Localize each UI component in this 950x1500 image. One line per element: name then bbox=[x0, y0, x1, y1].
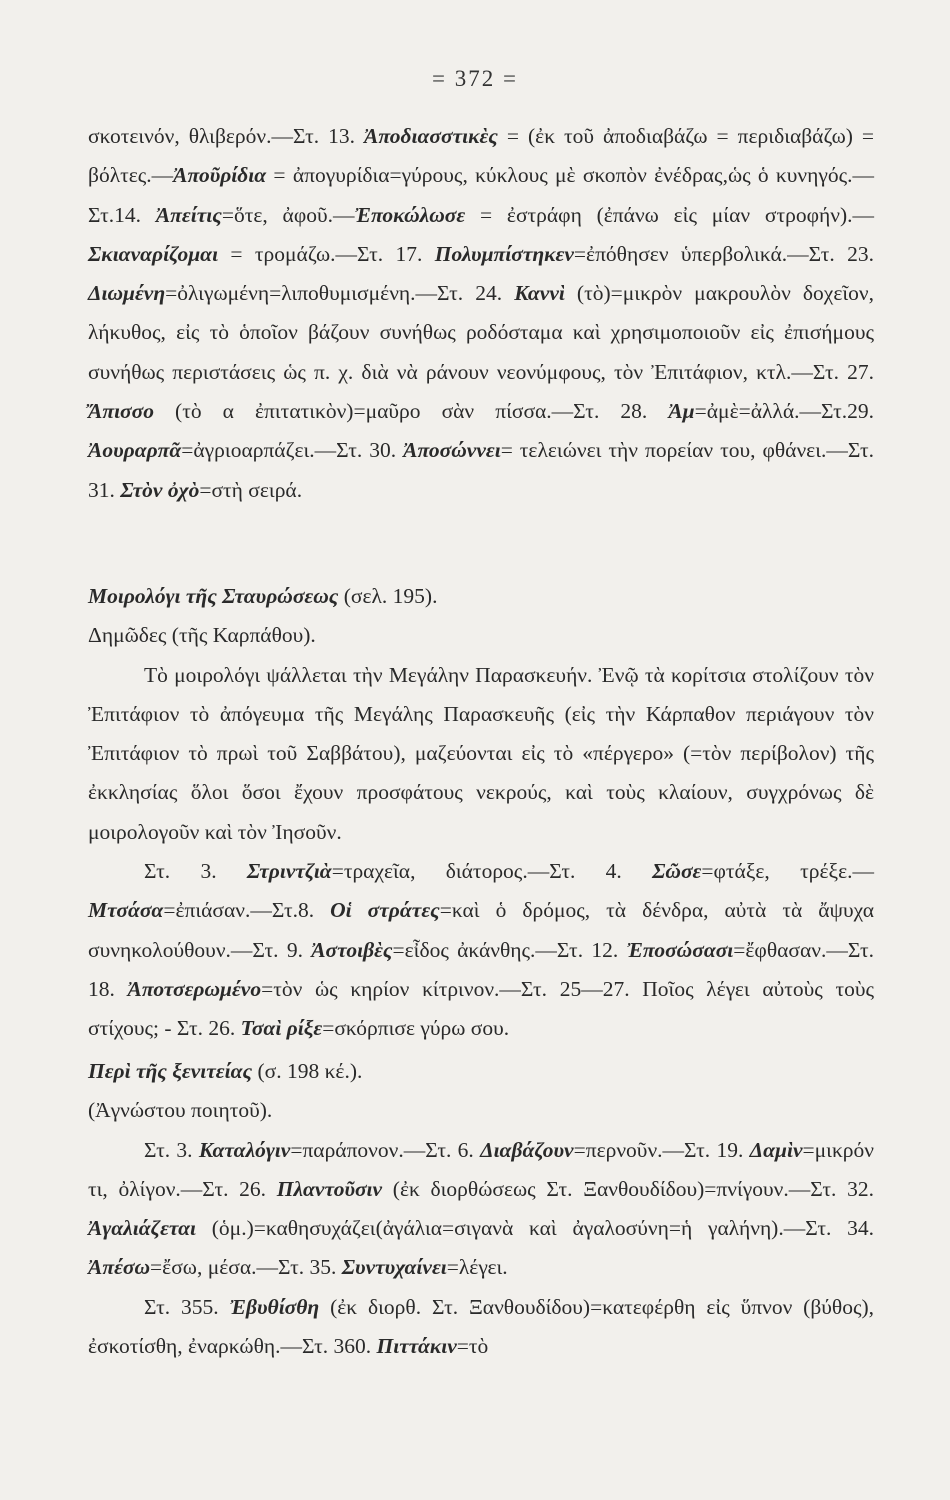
notes-paragraph bbox=[88, 852, 874, 1048]
lemma: Πολυμπίστηκεν bbox=[434, 241, 574, 266]
text-run: =λέγει. bbox=[446, 1255, 508, 1280]
text-run: =ἔφθασαν.—Στ. 18. bbox=[88, 937, 874, 1001]
text-run: Στ. 355. bbox=[144, 1294, 230, 1319]
text-run: =εἶδος ἀκάνθης.—Στ. 12. bbox=[392, 937, 627, 962]
lemma: Καννὶ bbox=[514, 281, 565, 306]
text-run: =στὴ σειρά. bbox=[199, 477, 303, 502]
text-run: = ἀπογυρίδια=γύρους, κύκλους μὲ σκοπὸν ἐνέδρας,ὡς ὁ κυνηγός.—Στ.14. bbox=[88, 163, 874, 227]
text-run: =φτάξε, τρέξε.— bbox=[701, 859, 874, 884]
lemma: Διαβάζουν bbox=[480, 1137, 574, 1162]
lemma: Ἀγαλιάζεται bbox=[88, 1216, 196, 1241]
lemma: Οἱ στράτες bbox=[330, 898, 440, 923]
text-run: =τὸ bbox=[456, 1334, 489, 1359]
text-run: =περνοῦν.—Στ. 19. bbox=[573, 1137, 750, 1162]
text-run: (τὸ α ἐπιτατικὸν)=μαῦρο σὰν πίσσα.—Στ. 28. bbox=[153, 399, 669, 424]
lemma: Ἐβυθίσθη bbox=[229, 1294, 320, 1319]
text-run: σκοτεινόν, θλιβερόν.—Στ. 13. bbox=[88, 124, 364, 148]
lemma: Ἄπισσο bbox=[88, 399, 154, 424]
text-run: = τρομάζω.—Στ. 17. bbox=[218, 241, 435, 266]
lemma: Ἀμ bbox=[668, 399, 695, 424]
lemma: Καταλόγιν bbox=[198, 1137, 291, 1162]
lemma: Τσαὶ ρίξε bbox=[240, 1016, 323, 1041]
text-run: (τὸ)=μικρὸν μακρουλὸν δοχεῖον, λήκυθος, εἰς τὸ ὁποῖον βάζουν συνήθως ροδόσταμα καὶ χρησιμοποιοῦν εἰς ἐπισήμους συνήθως περιστάσεις ὡς π. χ. διὰ νὰ ράνουν νεονύμφους, τὸν Ἐπιτάφιον, κτλ.—Στ. 27. bbox=[88, 281, 874, 384]
section-moirologi bbox=[88, 577, 874, 1049]
text-run: = ἐστράφη (ἐπάνω εἰς μίαν στροφήν).— bbox=[465, 202, 875, 227]
text-run: =ἀγριοαρπάζει.—Στ. 30. bbox=[181, 438, 404, 463]
lemma: Συντυχαίνει bbox=[341, 1255, 447, 1280]
lemma: Ἀπέσω bbox=[88, 1255, 151, 1280]
text-run: =ἐπόθησεν ὑπερβολικά.—Στ. 23. bbox=[573, 241, 874, 266]
lemma: Ἀποσώννει bbox=[403, 438, 501, 463]
text-run: =ὅτε, ἀφοῦ.— bbox=[221, 202, 355, 227]
lemma: Ἀστοιβὲς bbox=[311, 937, 393, 962]
lemma: Πιττάκιν bbox=[376, 1334, 457, 1359]
text-run: =καὶ ὁ δρόμος, τὰ δένδρα, αὐτὰ τὰ ἄψυχα συνηκολούθουν.—Στ. 9. bbox=[88, 898, 874, 962]
text-run: = (ἐκ τοῦ ἀποδιαβάζω = περιδιαβάζω) = βόλτες.— bbox=[88, 124, 874, 188]
lemma: Διωμένη bbox=[88, 281, 166, 306]
text-run: (ἐκ διορθ. Στ. Ξανθουδίδου)=κατεφέρθη εἰς ὕπνον (βύθος), ἐσκοτίσθη, ἐναρκώθη.—Στ. 360. bbox=[88, 1294, 875, 1359]
text-run: =σκόρπισε γύρω σου. bbox=[322, 1016, 510, 1041]
lemma: Δαμὶν bbox=[749, 1137, 803, 1162]
section-subtitle: Δημῶδες (τῆς Καρπάθου). bbox=[88, 623, 316, 648]
lemma: Ἐποκώλωσε bbox=[354, 202, 466, 227]
notes-paragraph bbox=[88, 1131, 874, 1288]
text-run: =ὀλιγωμένη=λιποθυμισμένη.—Στ. 24. bbox=[165, 281, 515, 306]
text-run: (ἐκ διορθώσεως Στ. Ξανθουδίδου)=πνίγουν.—Στ. 32. bbox=[382, 1176, 875, 1201]
lemma: Ἀποῦρίδια bbox=[173, 163, 267, 188]
section-title-text: Περὶ τῆς ξενιτείας bbox=[88, 1059, 253, 1083]
notes-continuation bbox=[88, 117, 874, 510]
lemma: Σῶσε bbox=[652, 859, 702, 884]
section-title bbox=[88, 1052, 874, 1091]
intro-paragraph: Τὸ μοιρολόγι ψάλλεται τὴν Μεγάλην Παρασκευήν. Ἐνῷ τὰ κορίτσια στολίζουν τὸν Ἐπιτάφιον τὸ ἀπόγευμα τῆς Μεγάλης Παρασκευῆς (εἰς τὴν Κάρπαθον περιάγουν τὸν Ἐπιτάφιον τὸ πρωὶ τοῦ Σαββάτου), μαζεύονται εἰς τὸ «πέργερο» (=τὸν περίβολον) τῆς ἐκκλησίας ὅλοι ὅσοι ἔχουν προσφάτους νεκρούς, καὶ τοὺς κλαίουν, συγχρόνως δὲ μοιρολογοῦν καὶ τὸν Ἰησοῦν. bbox=[88, 662, 874, 844]
lemma: Πλαντοῦσιν bbox=[276, 1176, 383, 1201]
lemma: Στριντζιὰ bbox=[246, 859, 332, 884]
text-run: =τραχεῖα, διάτορος.—Στ. 4. bbox=[331, 859, 653, 884]
section-title bbox=[88, 577, 874, 616]
text-run: Στ. 3. bbox=[144, 1137, 199, 1162]
lemma: Ἀποδιασστικὲς bbox=[364, 124, 498, 148]
page-number: = 372 = bbox=[432, 66, 518, 91]
text-run: = τελειώνει τὴν πορείαν του, φθάνει.—Στ. 31. bbox=[88, 438, 874, 502]
lemma: Στὸν ὀχὸ bbox=[120, 477, 200, 502]
text-run: =τὸν ὡς κηρίον κίτρινον.—Στ. 25—27. Ποῖος λέγει αὐτοὺς τοὺς στίχους; - Στ. 26. bbox=[88, 976, 874, 1041]
notes-paragraph bbox=[88, 117, 874, 510]
text-run: =ἔσω, μέσα.—Στ. 35. bbox=[150, 1255, 342, 1280]
section-subtitle: (Ἀγνώστου ποιητοῦ). bbox=[88, 1098, 273, 1123]
text-run: (ὁμ.)=καθησυχάζει(ἀγάλια=σιγανὰ καὶ ἀγαλοσύνη=ἡ γαλήνη).—Στ. 34. bbox=[196, 1216, 874, 1241]
text-run: =ἀμὲ=ἀλλά.—Στ.29. bbox=[694, 399, 874, 424]
lemma: Ἀπείτις bbox=[155, 202, 222, 227]
section-page-ref: (σ. 198 κέ.). bbox=[257, 1059, 363, 1083]
lemma: Μτσάσα bbox=[88, 898, 164, 923]
section-xeniteia bbox=[88, 1052, 874, 1366]
lemma: Ἐποσώσασι bbox=[626, 937, 734, 962]
text-run: =ἐπιάσαν.—Στ.8. bbox=[163, 898, 331, 923]
lemma: Ἀουραρπᾶ bbox=[88, 438, 182, 463]
notes-paragraph bbox=[88, 1288, 874, 1367]
text-run: =παράπονον.—Στ. 6. bbox=[290, 1137, 481, 1162]
section-page-ref: (σελ. 195). bbox=[343, 584, 438, 608]
lemma: Ἀποτσερωμένο bbox=[127, 976, 262, 1001]
text-run: Στ. 3. bbox=[144, 859, 247, 884]
text-run: =μικρόν τι, ὀλίγον.—Στ. 26. bbox=[88, 1137, 874, 1201]
lemma: Σκιαναρίζομαι bbox=[88, 241, 219, 266]
section-title-text: Μοιρολόγι τῆς Σταυρώσεως bbox=[88, 584, 339, 608]
